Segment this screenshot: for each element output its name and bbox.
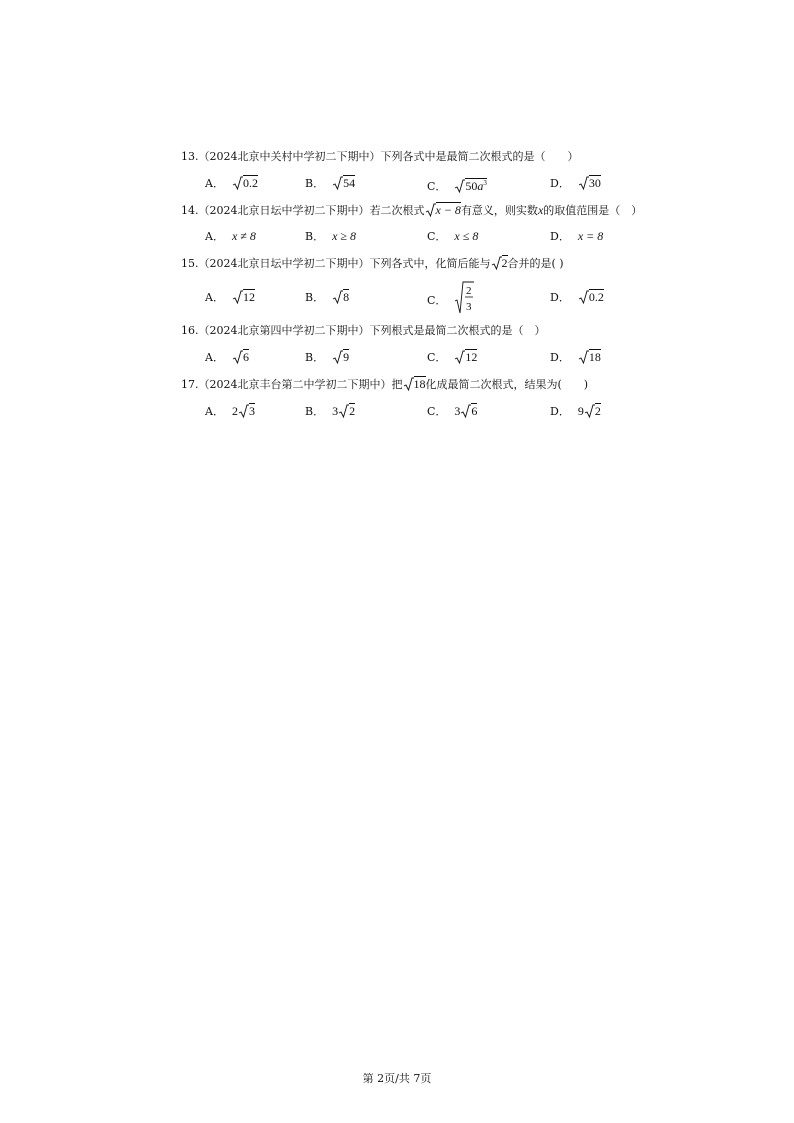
question-source: （2024北京日坛中学初二下期中）: [198, 204, 370, 217]
option-c: C． 3 6: [427, 404, 478, 418]
question-16: 16.（2024北京第四中学初二下期中）下列根式是最简二次根式的是（ ）: [181, 324, 546, 337]
options-17: [205, 404, 725, 428]
option-c: C． 2 3: [427, 290, 472, 308]
option-b: B． 54: [305, 176, 356, 190]
stem-radical: 18: [403, 377, 426, 391]
option-a: A． 12: [205, 290, 255, 304]
question-number: 13: [181, 150, 195, 163]
question-source: （2024北京丰台第二中学初二下期中）: [198, 378, 392, 391]
option-value: 9 2: [577, 404, 601, 418]
question-15: 15.（2024北京日坛中学初二下期中）下列各式中，化简后能与 2合并的是( ): [181, 256, 564, 270]
options-14: [205, 229, 725, 253]
question-stem: 下列各式中是最简二次根式的是（ ）: [380, 150, 579, 163]
question-stem: 下列根式是最简二次根式的是（ ）: [369, 324, 546, 337]
option-value: 2 3: [231, 404, 255, 418]
option-value: 0.2: [578, 290, 604, 304]
option-value: x ≤ 8: [454, 229, 479, 243]
option-a: A． 6: [205, 350, 249, 364]
option-value: 0.2: [232, 176, 258, 190]
options-13: [205, 176, 725, 200]
stem-radical: x − 8: [425, 203, 461, 217]
option-b: B． x ≥ 8: [305, 229, 357, 243]
option-b: B． 3 2: [305, 404, 356, 418]
question-number: 15: [181, 257, 195, 270]
stem-radical: 2: [491, 256, 508, 270]
option-value: 3 2: [332, 404, 356, 418]
svg-text:3: 3: [466, 301, 472, 313]
option-value: $50a^3$: [454, 179, 487, 193]
option-d: D． x = 8: [550, 229, 604, 243]
option-a: A． x ≠ 8: [205, 229, 256, 243]
option-value: 8: [332, 290, 349, 304]
option-b: B． 9: [305, 350, 350, 364]
option-value: 12: [232, 290, 255, 304]
option-value: 12: [454, 350, 477, 364]
option-d: D． 30: [550, 176, 601, 190]
option-value: [454, 285, 472, 313]
option-value: x ≠ 8: [231, 229, 256, 243]
question-14: 14.（2024北京日坛中学初二下期中）若二次根式 x − 8有意义，则实数x的取值范围是（ ）: [181, 203, 643, 217]
option-value: x ≥ 8: [332, 229, 357, 243]
option-b: B． 8: [305, 290, 350, 304]
question-source: （2024北京中关村中学初二下期中）: [198, 150, 381, 163]
option-value: x = 8: [577, 229, 604, 243]
question-13: 13.（2024北京中关村中学初二下期中）下列各式中是最简二次根式的是（ ）: [181, 150, 579, 163]
option-a: A． 2 3: [205, 404, 255, 418]
option-c: C． 12: [427, 350, 478, 364]
option-value: 18: [578, 350, 601, 364]
option-a: A． 0.2: [205, 176, 258, 190]
question-17: 17.（2024北京丰台第二中学初二下期中）把 18化成最简二次根式，结果为( ): [181, 377, 589, 391]
option-value: 54: [332, 176, 355, 190]
option-value: 30: [578, 176, 601, 190]
question-number: 16: [181, 324, 195, 337]
options-16: [205, 350, 725, 374]
question-number: 14: [181, 204, 195, 217]
question-number: 17: [181, 378, 195, 391]
option-value: 9: [332, 350, 349, 364]
option-c: C． $50a^3$: [427, 179, 487, 193]
option-c: C． x ≤ 8: [427, 229, 479, 243]
option-d: D． 9 2: [550, 404, 601, 418]
question-source: （2024北京日坛中学初二下期中）: [198, 257, 370, 270]
option-d: D． 18: [550, 350, 601, 364]
option-value: 3 6: [454, 404, 478, 418]
question-source: （2024北京第四中学初二下期中）: [198, 324, 370, 337]
option-d: D． 0.2: [550, 290, 604, 304]
option-value: 6: [232, 350, 249, 364]
svg-text:2: 2: [466, 285, 472, 297]
page-footer: 第 2页/共 7页: [362, 1072, 432, 1085]
options-15: [205, 285, 725, 320]
